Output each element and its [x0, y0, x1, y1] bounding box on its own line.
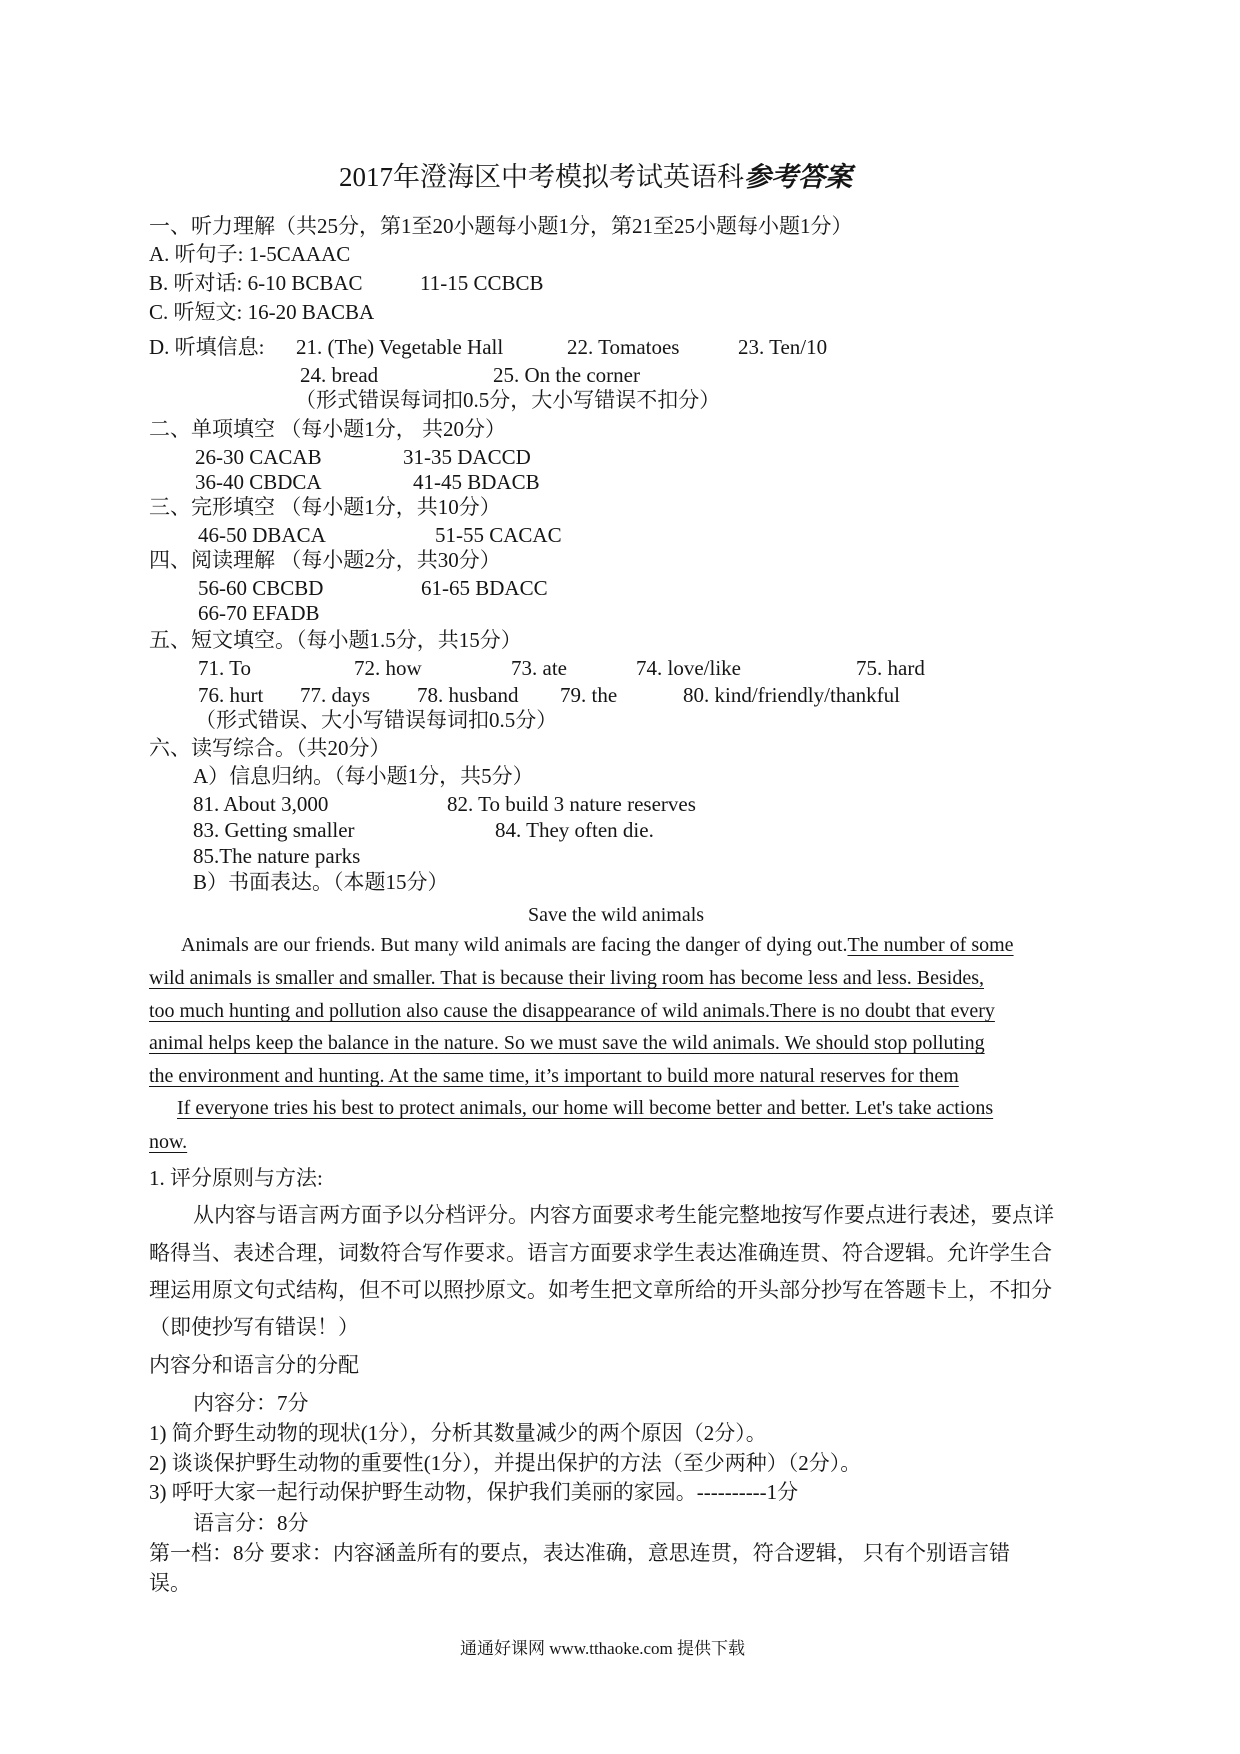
essay-line-3: too much hunting and pollution also cause the disappearance of wild animals.There is no doubt that every — [149, 1000, 995, 1022]
grade-level-1-continued: 误。 — [149, 1571, 191, 1595]
s1-answer-b2: 11-15 CCBCB — [420, 271, 544, 295]
essay-line-1-underlined: The number of some — [847, 934, 1014, 956]
s3-row1-b: 51-55 CACAC — [435, 523, 562, 547]
s2-row1-b: 31-35 DACCD — [403, 445, 531, 469]
s6-answer-85: 85.The nature parks — [193, 844, 361, 868]
essay-line-2: wild animals is smaller and smaller. That is because their living room has become less and less. Besides, — [149, 967, 985, 989]
s6-answer-81: 81. About 3,000 — [193, 792, 329, 816]
page-title-emphasis: 参考答案 — [744, 162, 852, 192]
s5-answer-79: 79. the — [560, 683, 618, 707]
s4-row1-a: 56-60 CBCBD — [198, 576, 324, 600]
section2-heading: 二、单项填空 （每小题1分， 共20分） — [149, 417, 506, 441]
s1-answer-21: 21. (The) Vegetable Hall — [296, 335, 504, 359]
s5-answer-71: 71. To — [198, 656, 251, 680]
content-point-1: 1) 简介野生动物的现状(1分），分析其数量减少的两个原因（2分）。 — [149, 1421, 767, 1445]
language-score-heading: 语言分：8分 — [193, 1511, 309, 1535]
s5-answer-76: 76. hurt — [198, 683, 264, 707]
s1-answer-25: 25. On the corner — [493, 363, 640, 387]
s5-note: （形式错误、大小写错误每词扣0.5分） — [195, 708, 558, 732]
s3-row1-a: 46-50 DBACA — [198, 523, 326, 547]
s1-answer-24: 24. bread — [300, 363, 379, 387]
section6-heading: 六、读写综合。（共20分） — [149, 736, 391, 760]
s2-row1-a: 26-30 CACAB — [195, 445, 322, 469]
s5-answer-75: 75. hard — [856, 656, 925, 680]
content-point-2: 2) 谈谈保护野生动物的重要性(1分），并提出保护的方法（至少两种）（2分）。 — [149, 1451, 862, 1475]
scoring-paragraph-line-3: 理运用原文句式结构，但不可以照抄原文。如考生把文章所给的开头部分抄写在答题卡上，不扣分 — [149, 1278, 1052, 1302]
essay-title: Save the wild animals — [528, 904, 705, 926]
s1-answer-d-label: D. 听填信息: — [149, 335, 265, 359]
scoring-heading: 1. 评分原则与方法: — [149, 1166, 323, 1190]
s1-answer-c: C. 听短文: 16-20 BACBA — [149, 300, 375, 324]
section5-heading: 五、短文填空。（每小题1.5分，共15分） — [149, 628, 522, 652]
scoring-paragraph-line-1: 从内容与语言两方面予以分档评分。内容方面要求考生能完整地按写作要点进行表述，要点详 — [193, 1203, 1054, 1227]
s5-answer-74: 74. love/like — [636, 656, 741, 680]
essay-line-6: If everyone tries his best to protect animals, our home will become better and better. Let's take actions — [177, 1097, 994, 1119]
content-score-heading: 内容分：7分 — [193, 1391, 309, 1415]
s5-answer-80: 80. kind/friendly/thankful — [683, 683, 900, 707]
page-footer: 通通好课网 www.tthaoke.com 提供下载 — [460, 1639, 746, 1658]
s1-answer-22: 22. Tomatoes — [567, 335, 680, 359]
s6-answer-83: 83. Getting smaller — [193, 818, 355, 842]
score-distribution-heading: 内容分和语言分的分配 — [149, 1353, 359, 1377]
scoring-paragraph-line-4: （即使抄写有错误！） — [149, 1315, 359, 1339]
section1-heading: 一、听力理解（共25分，第1至20小题每小题1分，第21至25小题每小题1分） — [149, 214, 853, 238]
section4-heading: 四、阅读理解 （每小题2分，共30分） — [149, 548, 501, 572]
page-title-main: 2017年澄海区中考模拟考试英语科 — [339, 162, 744, 192]
grade-level-1: 第一档：8分 要求：内容涵盖所有的要点，表达准确，意思连贯，符合逻辑， 只有个别语言错 — [149, 1541, 1010, 1565]
essay-line-4: animal helps keep the balance in the nature. So we must save the wild animals. We should stop polluting — [149, 1032, 985, 1054]
content-point-3: 3) 呼吁大家一起行动保护野生动物，保护我们美丽的家园。----------1分 — [149, 1480, 799, 1504]
s5-answer-72: 72. how — [354, 656, 422, 680]
s5-answer-73: 73. ate — [511, 656, 567, 680]
s6-answer-82: 82. To build 3 nature reserves — [447, 792, 696, 816]
scoring-paragraph-line-2: 略得当、表述合理，词数符合写作要求。语言方面要求学生表达准确连贯、符合逻辑。允许学生合 — [149, 1241, 1052, 1265]
s6-answer-84: 84. They often die. — [495, 818, 654, 842]
s4-row1-b: 61-65 BDACC — [421, 576, 548, 600]
s6-part-b-heading: B）书面表达。（本题15分） — [193, 870, 449, 894]
essay-line-7: now. — [149, 1131, 188, 1153]
s6-part-a-heading: A）信息归纳。（每小题1分，共5分） — [193, 764, 534, 788]
s5-answer-78: 78. husband — [417, 683, 519, 707]
page-title — [339, 164, 852, 191]
section3-heading: 三、完形填空 （每小题1分，共10分） — [149, 495, 501, 519]
s1-answer-b1: B. 听对话: 6-10 BCBAC — [149, 271, 363, 295]
essay-line-1-text: Animals are our friends. But many wild animals are facing the danger of dying out. — [181, 934, 848, 956]
s1-answer-23: 23. Ten/10 — [738, 335, 828, 359]
essay-line-1 — [149, 935, 1099, 955]
s2-row2-b: 41-45 BDACB — [413, 470, 540, 494]
essay-line-5: the environment and hunting. At the same time, it’s important to build more natural reserves for them — [149, 1065, 959, 1087]
s5-answer-77: 77. days — [300, 683, 370, 707]
s4-row2: 66-70 EFADB — [198, 601, 320, 625]
s1-answer-a: A. 听句子: 1-5CAAAC — [149, 242, 351, 266]
s1-note: （形式错误每词扣0.5分，大小写错误不扣分） — [295, 388, 721, 412]
s2-row2-a: 36-40 CBDCA — [195, 470, 322, 494]
